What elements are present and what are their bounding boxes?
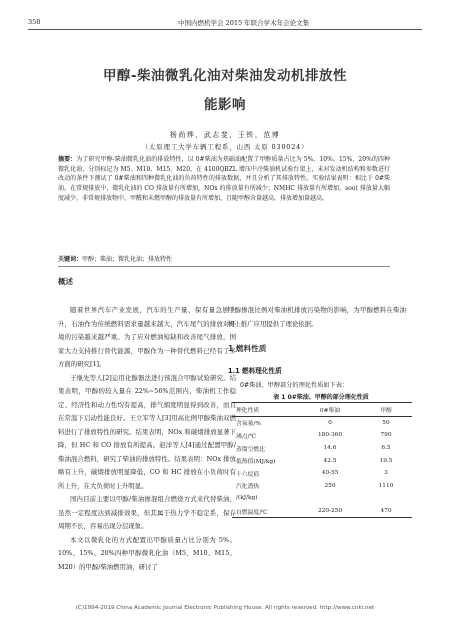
table-row [232, 480, 412, 493]
table-cell: 790 [380, 432, 392, 439]
table-cell: 14.6 [323, 445, 337, 452]
table-cell: 蒸馏空燃比 [236, 446, 265, 453]
table-cell: 汽化潜热 [236, 484, 260, 491]
table-cell [300, 492, 360, 505]
table-cell: 3 [384, 470, 388, 477]
table-cell: 470 [360, 505, 412, 518]
paragraph: 本文以微乳化的方式配置出甲醇质量占比分别为 5%、10%、15%、20%四种甲醇微乳化油（M5、M10、M15、M20）的甲醇/柴油燃用油，研讨了 [58, 535, 236, 571]
table-row [232, 492, 412, 505]
table-cell: 含氧量/% [236, 421, 261, 428]
properties-table [232, 402, 412, 518]
keywords-label: 关键词： [58, 256, 83, 263]
table-cell: 十六烷值 [236, 471, 260, 478]
keywords [58, 254, 390, 263]
section-overview-title: 概述 [58, 277, 73, 286]
paragraph: 甲醇掺混比例对柴油机排放污染物的影响，为甲醇燃料在柴油机上推广应用提供了理论依据。 [228, 306, 406, 328]
table-cell: 180-360 [317, 432, 343, 439]
conference-name: 中国内燃机学会 2015 年联合学术年会论文集 [178, 19, 310, 27]
table-header-cell: 0#柴油 [300, 403, 360, 417]
table-caption: 表 1 0#柴油、甲醇的部分理化性质 [273, 394, 369, 401]
paper-title-line2: 能影响 [204, 97, 246, 113]
abstract-divider [58, 266, 390, 267]
table-cell: 250 [324, 482, 336, 489]
paragraph: 国内目前主要以甲醇/柴油掺混组合燃烧方式来代替柴油，虽然一定程度达到减排效果，但其属于热力学不稳定系，保存周期不长，容易出现分层现象。 [58, 495, 236, 530]
abstract-label: 摘要： [58, 156, 77, 163]
subsection-fuel-props-text: 0#柴油、甲醇部分的理化性质如下表： [240, 382, 349, 389]
header-rule [28, 29, 422, 30]
table-cell: /(kJ/kg) [236, 495, 258, 502]
table-cell: 0 [328, 419, 332, 426]
table-row [232, 505, 412, 518]
table-cell: 1110 [378, 482, 394, 489]
table-cell: 6.5 [381, 445, 391, 452]
properties-table-wrapper [232, 402, 412, 518]
paragraph: 王继先等人[2]运用化醇器法进行预混合甲醇试验研究。结果表明，甲醇的较入量在 22%~56%范围内，柴油机工作稳定、经济性和动力性均有提高，排气烟度明显得到改善，而且在常温下启动性能良好。王立军等人[3]用高比例甲醇柴油双燃料进行了排放特性的研究。结果表明，NOx 和碳烟排放显著下降，但 HC 和 CO 排放有所提高。赵洋等人[4]通过配置甲醇/柴油混合燃料，研究了柴油的排放特性。结果表明：NOx 排放略有上升，碳烟排放明显降低，CO 和 HC 排放在小负荷时有所上升，在大负荷时上升明显。 [58, 373, 236, 490]
authors: 杨尚烨，武志斐，王铁，范博 [169, 131, 281, 139]
copyright-footer: (C)1994-2019 China Academic Journal Electronic Publishing House. All rights reserved. http://www.cnki.net [75, 605, 375, 611]
page-number: 358 [28, 18, 41, 26]
table-cell: 19.5 [379, 457, 393, 464]
keywords-text: 甲醇；柴油；微乳化油；排放特性 [82, 256, 173, 263]
paragraph: 随着世界汽车产业发展，汽车的生产量、保有量急剧上升，石油作为传统燃料需求量越来越大，汽车尾气的排放对环境的污染越来越严重。为了应对燃油短缺和改善尾气排放，国家大力支持推行替代能源，甲醇作为一种替代燃料已经有了多方面的研究[1]。 [58, 306, 236, 368]
paper-title-line1: 甲醇-柴油微乳化油对柴油发动机排放性 [102, 68, 348, 84]
table-row [232, 416, 412, 429]
table-cell [360, 492, 412, 505]
section-fuel-title: 1 燃料性质 [228, 344, 267, 353]
table-cell: 自燃温度/℃ [232, 505, 300, 518]
table-row [232, 454, 412, 467]
abstract [58, 155, 390, 204]
affiliation: （太原理工大学车辆工程系，山西 太原 030024） [141, 143, 309, 151]
table-row [232, 429, 412, 442]
table-cell: 42.5 [323, 457, 337, 464]
table-header-cell: 甲醇 [360, 403, 412, 417]
right-intro [228, 304, 406, 331]
table-cell: 低热值(MJ/kg) [236, 459, 276, 466]
table-cell: 50 [382, 419, 390, 426]
table-row [232, 467, 412, 480]
table-header-row [232, 403, 412, 417]
left-column [58, 304, 236, 574]
table-cell: 220-250 [300, 505, 360, 518]
table-header-cell: 理化性质 [232, 403, 300, 417]
abstract-text: 为了研究甲醇-柴油微乳化油的排放特性，以 0#柴油为基础油配置了甲醇质量占比为 5%、10%、15%、20%的四种微乳化油，分别标记为 M5、M10、M15、M20，在 4100QBZL 增压中冷柴油机试验台架上，未对发动机结构和参数进行改动的条件下测试了 0#柴油和四种微乳化油的负荷特性的排放数据，并且分析了其排放特性。实验结果表明：相比于 0#柴油，在常规排放中，微乳化油的 CO 排放量有所增加，NOx 的排放量有所减少；NMHC 排放量有所增加，soot 排放量大幅度减少。非常规排放物中，甲醛和未燃甲醇的排放量有所增加，且随甲醇含量越高，排放增加量越高。 [58, 156, 390, 202]
table-cell: 40-55 [321, 470, 339, 477]
subsection-fuel-props-title: 1.1 燃料理化性质 [228, 367, 282, 375]
table-row [232, 442, 412, 455]
table-cell: 沸点/℃ [236, 433, 257, 440]
